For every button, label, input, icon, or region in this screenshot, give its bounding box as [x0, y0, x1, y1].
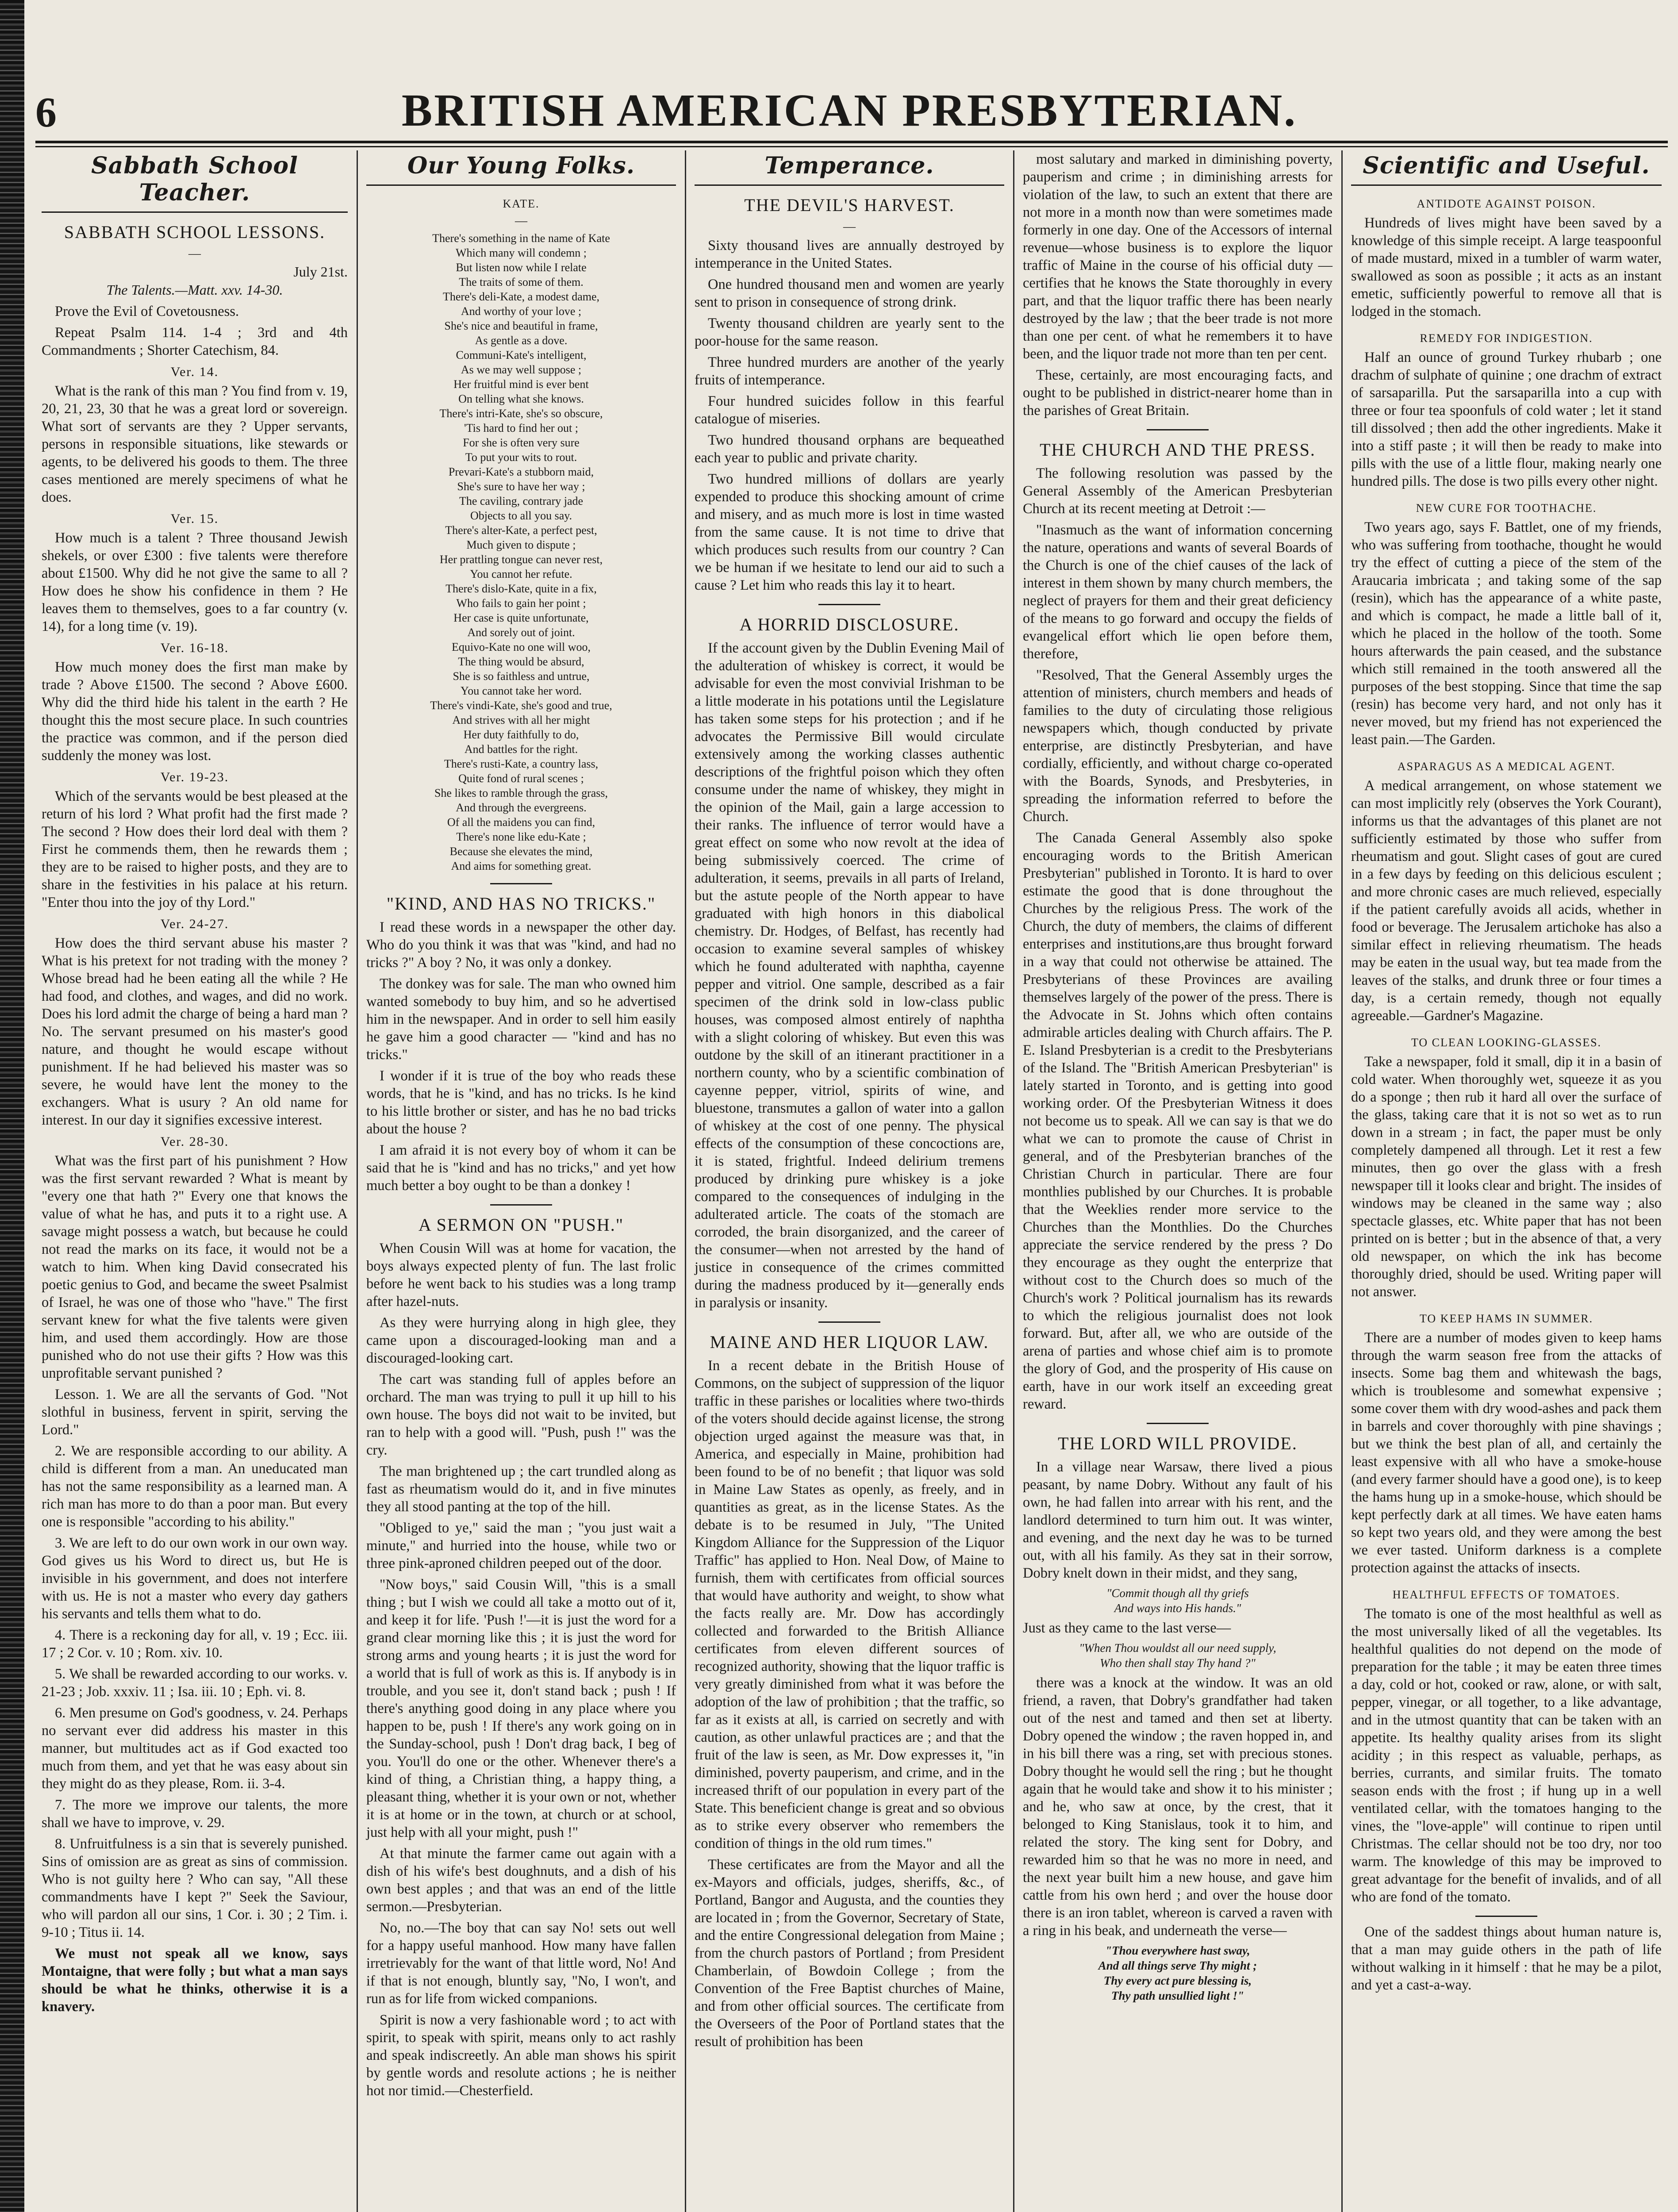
verse-heading: Ver. 15.	[170, 511, 219, 526]
item-list	[1351, 197, 1662, 1906]
item-title: HEALTHFUL EFFECTS OF TOMATOES.	[1392, 1588, 1620, 1601]
article-paragraph: there was a knock at the window. It was an old friend, a raven, that Dobry's grandfather had taken out of the nest and tamed and then set at liberty. Dobry opened the window ; the raven hopped in, and in his bill there was a ring, set with precious stones. Dobry thought he would sell the ring ; but he thought again that he would take and show it to his minister ; and he, who saw at once, by the crest, that it belonged to King Stanislaus, took it to him, and related the story. The king sent for Dobry, and rewarded him so that he was no more in need, and the next year built him a new house, and gave him cattle from his own herd ; and over the house door there is an iron tablet, whereon is carved a raven with a ring in his beak, and underneath the verse—	[1023, 1675, 1332, 1939]
verse-heading: Ver. 19-23.	[160, 770, 229, 784]
article-paragraph: I am afraid it is not every boy of whom it can be said that he is "kind and has no tricks," and yet how much better a boy ought to be than a donkey !	[366, 1142, 676, 1194]
poem-line: And aims for something great.	[451, 860, 591, 872]
item-title: ANTIDOTE AGAINST POISON.	[1417, 197, 1596, 210]
poem-line: There's dislo-Kate, quite in a fix,	[445, 582, 597, 595]
poem-line: Objects to all you say.	[470, 509, 572, 522]
department-heading: Scientific and Useful.	[1363, 152, 1650, 179]
divider-dash: —	[843, 220, 856, 234]
poem-line: There's alter-Kate, a perfect pest,	[445, 524, 597, 537]
section-title: MAINE AND HER LIQUOR LAW.	[710, 1332, 989, 1352]
column-divider	[1341, 150, 1343, 2212]
section-title: A HORRID DISCLOSURE.	[739, 614, 960, 634]
article-paragraph: Three hundred murders are another of the yearly fruits of intemperance.	[695, 354, 1004, 388]
lesson-paragraph: Lesson. 1. We are all the servants of God. "Not slothful in business, fervent in spirit, serving the Lord."	[42, 1386, 348, 1438]
poem-line: She's nice and beautiful in frame,	[444, 319, 598, 332]
poem-line: There's intri-Kate, she's so obscure,	[439, 407, 603, 420]
verse-heading: Ver. 14.	[170, 365, 219, 379]
poem-line: The thing would be absurd,	[458, 655, 584, 668]
item-paragraph: Take a newspaper, fold it small, dip it in a basin of cold water. When thoroughly wet, squeeze it as you do a sponge ; then rub it hard all over the surface of the glass, taking care that it is not so wet as to run down in a stream ; in fact, the paper must be only completely dampened all through. Let it rest a few minutes, then go over the glass with a fresh newspaper till it looks clear and bright. The insides of windows may be cleaned in the same way ; also spectacle glasses, etc. White paper that has not been printed on is better ; but in the absence of that, a very old newspaper, on which the ink has become thoroughly dried, should be used. Writing paper will not answer.	[1351, 1054, 1662, 1300]
section-title: "KIND, AND HAS NO TRICKS."	[386, 894, 656, 914]
header-rule	[35, 141, 1668, 143]
poem-line: There's deli-Kate, a modest dame,	[442, 290, 600, 303]
article-paragraph: As they were hurrying along in high glee, they came upon a discouraged-looking man and a discouraged-looking cart.	[366, 1315, 676, 1366]
verse-paragraph: How much is a talent ? Three thousand Jewish shekels, or over £300 : five talents were therefore about £1500. Why did he not give the same to all ? How does he show his confidence in them ? He leaves them to themselves, goes to a far country (v. 14), for a long time (v. 19).	[42, 530, 348, 634]
poem-title: KATE.	[503, 197, 540, 210]
hymn-verse	[1023, 1586, 1332, 1616]
poem-line: And sorely out of joint.	[467, 626, 575, 639]
poem-line: Because she elevates the mind,	[449, 845, 593, 858]
poem-line: You cannot take her word.	[461, 684, 582, 697]
article-paragraph: most salutary and marked in diminishing poverty, pauperism and crime ; in diminishing arrests for violation of the law, to such an extent that there are not more in a month now than were sometimes made formerly in one day. One of the Accessors of internal revenue—whose business is to explore the liquor traffic of Maine in the course of his official duty —certifies that he knows the State thoroughly in every part, and that the liquor traffic there has been nearly destroyed by the law ; that the beer trade is not more than one per cent. of what he remembers it to have been, and the liquor trade not more than ten per cent.	[1023, 151, 1332, 362]
department-heading: Our Young Folks.	[407, 152, 635, 179]
poem-line: And battles for the right.	[464, 743, 578, 756]
poem-line: As we may well suppose ;	[461, 363, 582, 376]
scan-edge	[0, 0, 24, 2212]
article-paragraph: I read these words in a newspaper the other day. Who do you think it was that was "kind, and had no tricks ?" A boy ? No, it was only a donkey.	[366, 919, 676, 971]
lesson-repeat: Repeat Psalm 114. 1-4 ; 3rd and 4th Commandments ; Shorter Catechism, 84.	[42, 325, 348, 358]
divider-dash: —	[188, 247, 201, 261]
lesson-paragraph: 6. Men presume on God's goodness, v. 24. Perhaps no servant ever did address his master in this manner, but multitudes act as if God exacted too much from them, and yet that he was easy about sin they might do as they please, Rom. ii. 3-4.	[42, 1705, 348, 1792]
column-temperance	[688, 150, 1010, 2212]
department-rule	[366, 184, 676, 186]
article-paragraph: The donkey was for sale. The man who owned him wanted somebody to buy him, and so he advertised him in the newspaper. And in order to sell him easily he gave him a good character — "kind and has no tricks."	[366, 976, 676, 1063]
section-body	[695, 639, 1004, 1312]
lesson-paragraph: 7. The more we improve our talents, the more shall we have to improve, v. 29.	[42, 1797, 348, 1831]
poem-line: Communi-Kate's intelligent,	[456, 349, 587, 361]
article-paragraph: "Resolved, That the General Assembly urges the attention of ministers, church members and heads of families to the duty of circulating those religious newspapers which, though conducted by private enterprise, are distinctly Presbyterian, and have cordially, efficiently, and without charge co-operated with the Boards, Synods, and Presbyteries, in spreading the information referred to before the Church.	[1023, 667, 1332, 825]
poem-line: She's sure to have her way ;	[457, 480, 585, 493]
poem-line: There's none like edu-Kate ;	[456, 830, 586, 843]
poem-line: Her case is quite unfortunate,	[453, 611, 589, 624]
lesson-subject: Prove the Evil of Covetousness.	[55, 303, 239, 319]
verse-line: Thy every act pure blessing is,	[1103, 1974, 1252, 1987]
section-title: SABBATH SCHOOL LESSONS.	[64, 222, 326, 242]
section-body	[366, 918, 676, 1194]
verse-paragraph: How much money does the first man make by trade ? Above £1500. The second ? Above £600. Why did the third hide his talent in the earth ? He thought this the most secure place. In such countries the practice was common, and if the person died suddenly the money was lost.	[42, 659, 348, 764]
article-paragraph: "Obliged to ye," said the man ; "you just wait a minute," and hurried into the house, while two or three pink-aproned children peeped out of the door.	[366, 1520, 676, 1571]
column-sabbath-school	[35, 150, 354, 2212]
poem-line: Who fails to gain her point ;	[456, 597, 586, 610]
poem-line: There's rusti-Kate, a country lass,	[444, 757, 599, 770]
article-paragraph: No, no.—The boy that can say No! sets out well for a happy useful manhood. How many have fallen irretrievably for the want of that little word, No! And if that is not enough, bluntly say, "No, I won't, and run as for life from wicked companions.	[366, 1920, 676, 2007]
poem-line: Quite fond of rural scenes ;	[458, 772, 584, 785]
verse-paragraph: What is the rank of this man ? You find from v. 19, 20, 21, 23, 30 that he was a great lord or sovereign. What sort of servants are they ? Upper servants, persons in responsible situations, like stewards or agents, to be delivered his goods to them. The three cases mentioned are merely specimens of what he does.	[42, 383, 348, 505]
poem-line: She is so faithless and untrue,	[453, 670, 590, 683]
article-paragraph: The following resolution was passed by the General Assembly of the American Presbyterian Church at its recent meeting at Detroit :—	[1023, 465, 1332, 517]
lesson-paragraph: 4. There is a reckoning day for all, v. 19 ; Ecc. iii. 17 ; 2 Cor. v. 10 ; Rom. xiv. 10.	[42, 1627, 348, 1661]
item-paragraph: The tomato is one of the most healthful as well as the most universally liked of all the vegetables. Its healthful qualities do not depend on the mode of preparation for the table ; it may be eaten three times a day, cold or hot, cooked or raw, alone, or with salt, pepper, vinegar, or all together, to a like advantage, and in the utmost quantity that can be taken with an appetite. Its healthy quality arises from its slight acidity ; in this respect as valuable, perhaps, as berries, currants, and similar fruits. The tomato season ends with the frost ; if hung up in a well ventilated cellar, with the tomatoes hanging to the vines, the "love-apple" will continue to ripen until Christmas. The cellar should not be too dry, nor too warm. The knowledge of this may be improved to great advantage for the benefit of invalids, and of all who are fond of the tomato.	[1351, 1606, 1662, 1905]
poem-line: And through the evergreens.	[456, 801, 587, 814]
article-paragraph: I wonder if it is true of the boy who reads these words, that he is "kind, and has no tricks. Is he kind to his little brother or sister, and has he no bad tricks about the house ?	[366, 1068, 676, 1137]
section-rule	[1147, 429, 1209, 430]
closing-paragraph: One of the saddest things about human nature is, that a man may guide others in the path of life without walking in it himself : that he may be a pilot, and yet a cast-a-way.	[1351, 1924, 1662, 1993]
article-paragraph: Twenty thousand children are yearly sent to the poor-house for the same reason.	[695, 315, 1004, 349]
item-paragraph: There are a number of modes given to keep hams through the warm season free from the attacks of insects. Some bag them and whitewash the bags, which is troublesome and somewhat expensive ; some cover them with dry wood-ashes and pack them in barrels and cover thoroughly with pine shavings ; but we think the best plan of all, and certainly the least expensive with all who have a smoke-house (and every farmer should have a good one), is to keep the hams hung up in a smoke-house, which should be kept perfectly dark at all times. We have eaten hams so kept two years old, and they were among the best we ever tasted. Uniform darkness is a complete protection against the attacks of insects.	[1351, 1330, 1662, 1576]
verse-line: Who then shall stay Thy hand ?"	[1100, 1656, 1256, 1670]
verse-line: "Thou everywhere hast sway,	[1105, 1944, 1250, 1957]
poem-line: Which many will condemn ;	[455, 246, 587, 259]
verse-heading: Ver. 24-27.	[160, 917, 229, 931]
department-rule	[42, 211, 348, 213]
poem-line: Her prattling tongue can never rest,	[439, 553, 603, 566]
section-title: THE CHURCH AND THE PRESS.	[1040, 440, 1316, 460]
article-paragraph: The man brightened up ; the cart trundled along as fast as rheumatism would do it, and in five minutes they all stood panting at the top of the hill.	[366, 1463, 676, 1515]
hymn-verse	[1023, 1640, 1332, 1671]
section-title: A SERMON ON "PUSH."	[418, 1215, 624, 1235]
department-rule	[1351, 184, 1662, 186]
article-paragraph: Four hundred suicides follow in this fearful catalogue of miseries.	[695, 393, 1004, 427]
article-paragraph: Sixty thousand lives are annually destroyed by intemperance in the United States.	[695, 238, 1004, 271]
verse-paragraph: How does the third servant abuse his master ? What is his pretext for not trading with the money ? Whose bread had he been eating all the while ? He had food, and clothes, and wages, and did no work. Does his lord admit the charge of being a hard man ? No. The servant presumed on his master's good nature, and thought he would escape without punishment. If he had believed his master was so severe, he would have lent the money to the exchangers. What is usury ? An old name for interest. In our day it signifies excessive interest.	[42, 935, 348, 1128]
lesson-paragraph: 8. Unfruitfulness is a sin that is severely punished. Sins of omission are as great as sins of commission. Who is not guilty here ? Who can say, "All these commandments have I kept ?" Seek the Saviour, who will pardon all our sins, 1 Cor. i. 30 ; 2 Tim. i. 9-10 ; Titus ii. 14.	[42, 1836, 348, 1940]
article-paragraph: "Inasmuch as the want of information concerning the nature, operations and wants of several Boards of the Church is one of the chief causes of the lack of interest in them shown by many church members, the neglect of prayers for them and their great deficiency of the means to go forward and occupy the fields of evangelical effort which lie open before them, therefore,	[1023, 522, 1332, 662]
column-divider	[1013, 150, 1014, 2212]
verse-heading: Ver. 16-18.	[160, 641, 229, 655]
article-paragraph: The Canada General Assembly also spoke encouraging words to the British American Presbyterian" published in Toronto. It is hard to over estimate the good that is done throughout the Churches by the religious Press. The work of the Church, the duty of members, the claims of different enterprises and institutions,are thus brought forward in a way that could not otherwise be attained. The Presbyterians of these Provinces are availing themselves largely of the power of the press. There is the Advocate in St. Johns which often contains admirable articles dealing with Church affairs. The P. E. Island Presbyterian is a credit to the Presbyterians of the Island. The "British American Presbyterian" is lately started in Toronto, and is getting into good working order. Of the Presbyterian Witness it does not become us to speak. All we can say is that we do what we can to promote the cause of Christ in general, and of the Presbyterian branches of the Christian Church in particular. There are four monthlies published by our Churches. It is probable that the Weeklies render more service to the Churches than the Monthlies. Do the Churches appreciate the service rendered by the press ? Do they encourage as they ought the enterprize that without cost to the Church does so much of the Church's work ? Political journalism has its rewards to which the religious journalist does not look forward. But, after all, we who are outside of the arena of parties and whose chief aim is to promote the glory of God, and the prosperity of His cause on earth, have in our work itself an exceeding great reward.	[1023, 830, 1332, 1412]
poem-line: On telling what she knows.	[458, 392, 584, 405]
poem-line: The caviling, contrary jade	[459, 495, 584, 507]
article-paragraph: When Cousin Will was at home for vacation, the boys always expected plenty of fun. The last frolic before he went back to his studies was a long tramp after hazel-nuts.	[366, 1240, 676, 1310]
poem-line: As gentle as a dove.	[475, 334, 568, 347]
article-paragraph: Spirit is now a very fashionable word ; to act with spirit, to speak with spirit, means only to act rashly and speak indiscreetly. An able man shows his spirit by gentle words and resolute actions ; he is neither hot nor timid.—Chesterfield.	[366, 2012, 676, 2099]
item-title: REMEDY FOR INDIGESTION.	[1420, 332, 1593, 345]
section-body	[1023, 1674, 1332, 1939]
lesson-paragraph: 5. We shall be rewarded according to our works. v. 21-23 ; Job. xxxiv. 11 ; Isa. iii. 10 ; Eph. vi. 8.	[42, 1666, 348, 1700]
article-paragraph: "Now boys," said Cousin Will, "this is a small thing ; but I wish we could all take a motto out of it, and keep it for life. 'Push !'—it is just the word for a grand clear morning like this ; it is just the word for strong arms and young hearts ; it is just the word for a world that is full of work as this is. If anybody is in trouble, and you see it, don't stand back ; push ! If there's anything good doing in any place where you happen to be, push ! If there's any work going on in the Sunday-school, push ! Don't drag back, I beg of you. You'll do one or the other. Whenever there's a kind of thing, a Christian thing, a happy thing, a pleasant thing, whether it is your own or not, whether it is at home or in the town, at church or at school, just help with all your might, push !"	[366, 1577, 676, 1840]
poem-line: Her duty faithfully to do,	[463, 728, 579, 741]
article-paragraph: One hundred thousand men and women are yearly sent to prison in consequence of strong drink.	[695, 276, 1004, 310]
verse-blocks	[42, 365, 348, 1382]
poem-line: Much given to dispute ;	[466, 538, 576, 551]
article-paragraph: These certificates are from the Mayor and all the ex-Mayors and officials, judges, sheriffs, &c., of Portland, Bangor and Augusta, and the counties they are located in ; from the Governor, Secretary of State, and the entire Congressional delegation from Maine ; from the church pastors of Portland ; from President Chamberlain, of Bowdoin College ; from the Convention of the Free Baptist churches of Maine, and from other official sources. The certificate from the Overseers of the Poor of Portland states that the result of prohibition has been	[695, 1857, 1004, 2050]
poem-line: Equivo-Kate no one will woo,	[451, 641, 591, 653]
article-paragraph: In a village near Warsaw, there lived a pious peasant, by name Dobry. Without any fault of his own, he had fallen into arrear with his rent, and the landlord determined to turn him out. It was winter, and evening, and the next day he was to be turned out, with all his family. As they sat in their sorrow, Dobry knelt down in their midst, and they sang,	[1023, 1459, 1332, 1581]
department-heading: Sabbath School Teacher.	[91, 152, 298, 206]
page-number: 6	[35, 88, 57, 136]
divider-dash: —	[515, 214, 527, 228]
page-header	[35, 84, 1663, 137]
section-body	[1023, 150, 1332, 419]
poem-line: Her fruitful mind is ever bent	[453, 378, 589, 391]
poem-line: Prevari-Kate's a stubborn maid,	[448, 465, 594, 478]
lesson-paragraph: 3. We are left to do our own work in our own way. God gives us his Word to direct us, but He is invisible in his government, and does not interfere with us. He is not a master who every day gathers his servants and tells them what to do.	[42, 1535, 348, 1622]
poem-line: To put your wits to rout.	[465, 451, 577, 464]
poem-kate	[366, 231, 676, 873]
section-rule	[1147, 1423, 1209, 1424]
poem-line: Of all the maidens you can find,	[447, 816, 595, 829]
poem-line: She likes to ramble through the grass,	[434, 787, 608, 799]
article-paragraph: These, certainly, are most encouraging facts, and ought to be published in district-nearer home than in the parishes of Great Britain.	[1023, 367, 1332, 419]
item-title: TO CLEAN LOOKING-GLASSES.	[1411, 1036, 1602, 1049]
poem-line: The traits of some of them.	[459, 276, 584, 288]
section-body	[695, 237, 1004, 594]
item-paragraph: Hundreds of lives might have been saved by a knowledge of this simple receipt. A large teaspoonful of made mustard, mixed in a tumbler of warm water, swallowed as soon as possible ; it acts as an instant emetic, sufficiently powerful to remove all that is lodged in the stomach.	[1351, 215, 1662, 319]
item-title: ASPARAGUS AS A MEDICAL AGENT.	[1397, 760, 1616, 773]
section-rule	[818, 1321, 880, 1323]
lesson-paragraph: 2. We are responsible according to our ability. A child is different from a man. An uneducated man has not the same responsibility as a learned man. A rich man has more to do than a poor man. But every one is responsible "according to his ability."	[42, 1443, 348, 1530]
masthead-title: BRITISH AMERICAN PRESBYTERIAN.	[401, 85, 1298, 136]
column-young-folks	[360, 150, 682, 2212]
hymn-verse	[1023, 1943, 1332, 2003]
verse-paragraph: What was the first part of his punishment ? How was the first servant rewarded ? What is meant by "every one that hath ?" Every one that knows the value of what he has, and puts it to a right use. A savage might possess a watch, but because he could not read the marks on its face, it would not be a watch to him. When king David consecrated his poetic genius to God, and became the sweet Psalmist of Israel, he was one of those who "have." The first servant knew for what the five talents were given him, and used them accordingly. How are those punished who do not use their gifts ? How was this unprofitable servant punished ?	[42, 1153, 348, 1381]
lesson-reference: The Talents.—Matt. xxv. 14-30.	[106, 282, 283, 298]
item-paragraph: A medical arrangement, on whose statement we can most implicitly rely (observes the York Courant), informs us that the advantages of this planet are not sufficiently estimated by those who suffer from rheumatism and gout. Slight cases of gout are cured in a few days by feeding on this delicious esculent ; and more chronic cases are much relieved, especially if the patient carefully avoids all acids, whether in food or beverage. The Jerusalem artichoke has also a similar effect in relieving rheumatism. The heads may be eaten in the usual way, but tea made from the leaves of the stalks, and drunk three or four times a day, is a certain remedy, though not equally agreeable.—Gardner's Magazine.	[1351, 778, 1662, 1024]
section-rule	[490, 883, 552, 884]
header-rule-thin	[35, 146, 1668, 147]
section-rule	[818, 604, 880, 605]
column-divider	[685, 150, 686, 2212]
column-divider	[357, 150, 358, 2212]
article-paragraph: At that minute the farmer came out again with a dish of his wife's best doughnuts, and a dish of his own best apples ; and that was an end of the little sermon.—Presbyterian.	[366, 1846, 676, 1915]
section-body	[1023, 465, 1332, 1413]
section-title: THE LORD WILL PROVIDE.	[1058, 1433, 1298, 1453]
article-paragraph: Two hundred thousand orphans are bequeathed each year to public and private charity.	[695, 432, 1004, 466]
verse-line: Thy path unsullied light !"	[1111, 1989, 1244, 2002]
poem-line: But listen now while I relate	[456, 261, 587, 274]
section-body	[366, 1240, 676, 2100]
column-continued	[1017, 150, 1339, 2212]
verse-follow-line: Just as they came to the last verse—	[1023, 1620, 1231, 1636]
section-rule	[1475, 1916, 1537, 1917]
poem-line: And strives with all her might	[452, 714, 590, 726]
article-paragraph: If the account given by the Dublin Evening Mail of the adulteration of whiskey is correct, it would be advisable for even the most convivial Irishman to be a little moderate in his potations until the Legislature has taken some steps for his protection ; and if he advocates the Permissive Bill would circulate extensively among the working classes authentic descriptions of the frightful poison which they often consume under the name of whiskey, they might in the opinion of the Mail, gain a large accession to their ranks. The influence of terror would have a great effect on some who now revolt at the idea of being submissively coerced. The crime of adulteration, it seems, prevails in all parts of Ireland, but the astute people of the North appear to have graduated with high honors in this diabolical chemistry. Dr. Hodges, of Belfast, has recently had occasion to examine several samples of whiskey which he found adulterated with naphtha, cayenne pepper and vitriol. One sample, described as a fair specimen of the drink sold in low-class public houses, was composed almost entirely of naphtha with a slight coloring of whiskey. But even this was outdone by the skill of an itinerant practitioner in a northern county, who by a scientific combination of cayenne pepper, vitriol, spirits of wine, and bluestone, transmutes a gallon of water into a gallon of whiskey at the cost of one penny. The physical effects of the consumption of these concoctions are, it is stated, frightful. Indeed delirium tremens produced by drinking pure whiskey is a joke compared to the consequences of indulging in the adulterated article. The coats of the stomach are corroded, the brain disorganized, and the career of the consumer—when not arrested by the hand of justice in consequence of the crimes committed during the madness produced by it—generally ends in paralysis or insanity.	[695, 640, 1004, 1311]
verse-line: And all things serve Thy might ;	[1098, 1959, 1257, 1972]
verse-paragraph: Which of the servants would be best pleased at the return of his lord ? What profit had the first made ? The second ? How does their lord deal with them ? First he commends them, then he rewards them ; they are to be raised to higher posts, and they are to share in the festivities in his palace at his return. "Enter thou into the joy of thy Lord."	[42, 788, 348, 910]
closing-paragraph: We must not speak all we know, says Montaigne, that were folly ; but what a man says should be what he thinks, otherwise it is a knavery.	[42, 1946, 348, 2015]
item-title: TO KEEP HAMS IN SUMMER.	[1420, 1312, 1593, 1325]
item-paragraph: Half an ounce of ground Turkey rhubarb ; one drachm of sulphate of quinine ; one drachm of extract of sarsaparilla. Put the sarsaparilla into a cup with three or four tea spoonfuls of cold water ; let it stand till dissolved ; then add the other ingredients. Make it into a stiff paste ; it will then be ready to make into pills with the use of a little flour, making nearly one hundred pills. The dose is two pills every other night.	[1351, 349, 1662, 489]
poem-line: For she is often very sure	[463, 436, 580, 449]
section-body	[1023, 1458, 1332, 1582]
department-rule	[695, 184, 1004, 186]
verse-line: "When Thou wouldst all our need supply,	[1079, 1641, 1276, 1655]
verse-heading: Ver. 28-30.	[160, 1134, 229, 1149]
department-heading: Temperance.	[764, 152, 934, 179]
poem-line: There's vindi-Kate, she's good and true,	[430, 699, 612, 712]
article-paragraph: The cart was standing full of apples before an orchard. The man was trying to pull it up hill to his own house. The boys did not wait to be invited, but ran to help with a good will. "Push, push !" was the cry.	[366, 1371, 676, 1458]
column-scientific	[1345, 150, 1668, 2212]
article-paragraph: In a recent debate in the British House of Commons, on the subject of suppression of the liquor traffic in these parishes or localities where two-thirds of the voters should decide against license, the strong objection urged against the measure was that, in America, and especially in Maine, prohibition had been found to be of no benefit ; that liquor was sold in Maine Law States as openly, as freely, and in quantities as great, as in the license States. As the debate is to be resumed in July, "The United Kingdom Alliance for the Suppression of the Liquor Traffic" has applied to Hon. Neal Dow, of Maine to furnish, them with certificates from official sources that would have authority and weight, to show what the facts really are. Mr. Dow has accordingly collected and forwarded to the British Alliance certificates from eleven different sources of recognized authority, showing that the liquor traffic is very greatly diminished from what it was before the adoption of the law of prohibition ; that the traffic, so far as it exists at all, is carried on secretly and with caution, as other unlawful practices are ; and that the fruit of the law is seen, as Mr. Dow expresses it, "in diminished, poverty pauperism, and crime, and in the increased thrift of our population in every part of the State. This beneficient change is great and so obvious as to strike every observer who remembers the condition of things in the old rum times."	[695, 1358, 1004, 1851]
poem-line: 'Tis hard to find her out ;	[464, 422, 578, 434]
verse-line: "Commit though all thy griefs	[1106, 1586, 1249, 1600]
item-title: NEW CURE FOR TOOTHACHE.	[1416, 502, 1597, 515]
section-body	[695, 1357, 1004, 2051]
section-rule	[490, 1204, 552, 1206]
lesson-date: July 21st.	[293, 264, 348, 280]
section-title: THE DEVIL'S HARVEST.	[744, 195, 955, 215]
poem-line: There's something in the name of Kate	[432, 232, 610, 245]
columns	[35, 150, 1668, 2212]
poem-line: And worthy of your love ;	[461, 305, 582, 318]
item-paragraph: Two years ago, says F. Battlet, one of my friends, who was suffering from toothache, thought he would try the effect of cutting a piece of the stem of the Araucaria imbricata ; and taking some of the sap (resin), which has the appearance of a white paste, and which is compact, he made a little ball of it, which he placed in the hollow of the tooth. Some hours afterwards the pain ceased, and the substance which still remained in the tooth answered all the purposes of the best stopping. Since that time the sap (resin) has become very hard, and not only has it never moved, but my friend has not experienced the least pain.—The Garden.	[1351, 519, 1662, 748]
poem-line: You cannot her refute.	[470, 568, 572, 580]
verse-line: And ways into His hands."	[1114, 1601, 1241, 1615]
article-paragraph: Two hundred millions of dollars are yearly expended to produce this shocking amount of crime and misery, and as much more is lost in time wasted from the same cause. It is not time to drive that which produces such results from our country ? Can we be human if we hesitate to lend our aid to such a cause ? Let him who reads this lay it to heart.	[695, 471, 1004, 593]
lesson-list	[42, 1386, 348, 1941]
